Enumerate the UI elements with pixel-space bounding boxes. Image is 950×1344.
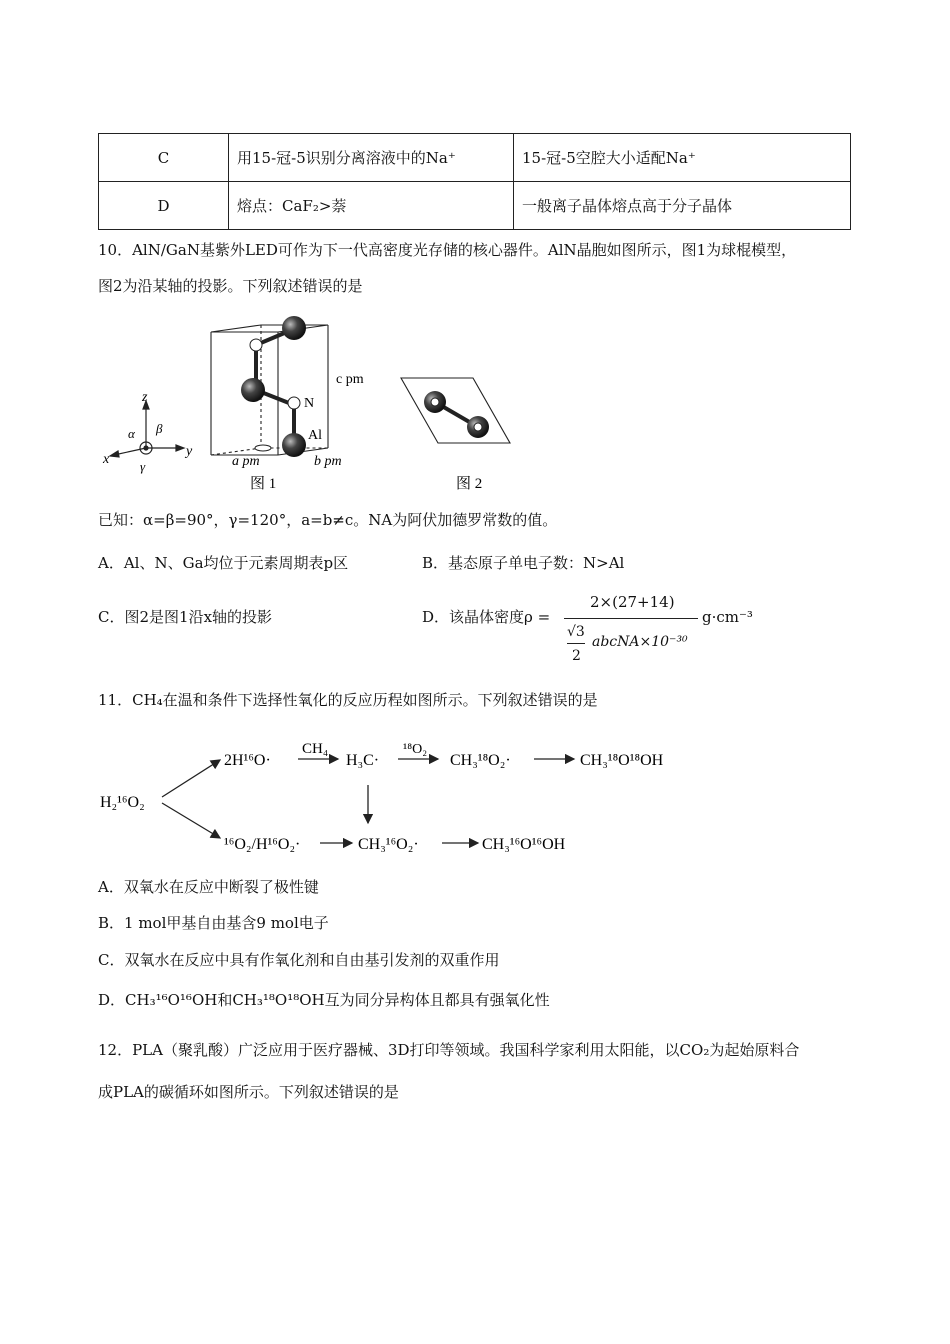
q11-option-b: B．1 mol甲基自由基含9 mol电子	[98, 914, 329, 932]
q10-density-numerator: 2×(27+14)	[590, 593, 675, 611]
row-left: 熔点：CaF₂>萘	[229, 182, 514, 230]
arrows-icon	[162, 759, 574, 843]
al-atom-icon	[282, 433, 306, 457]
beta-label: β	[156, 421, 163, 436]
table-row	[99, 182, 851, 230]
scheme-top4: CH₃¹⁸O¹⁸OH	[580, 752, 664, 769]
aln-cell-figure	[98, 305, 538, 500]
axis-x-label: x	[103, 452, 110, 467]
sub-fraction-bar	[567, 643, 585, 644]
q10-stem-line1: 10．AlN/GaN基紫外LED可作为下一代高密度光存储的核心器件。AlN晶胞如图所示，图1为球棍模型，	[98, 241, 797, 259]
n-label: N	[304, 396, 315, 411]
scheme-top-arrow2-label: ¹⁸O₂	[403, 742, 428, 757]
gamma-label: γ	[140, 459, 146, 474]
scheme-top-arrow-label: CH₄	[302, 741, 329, 757]
n-atom-icon	[250, 339, 262, 351]
b-pm-label: b pm	[314, 454, 342, 469]
fig2-caption: 图 2	[456, 476, 483, 492]
row-right: 一般离子晶体熔点高于分子晶体	[514, 182, 851, 230]
axis-y-label: y	[186, 444, 193, 459]
scheme-top3: CH₃¹⁸O₂·	[450, 752, 511, 769]
scheme-top1: 2H¹⁶O·	[224, 752, 271, 769]
q10-option-a: A．Al、N、Ga均位于元素周期表p区	[98, 554, 349, 572]
n-atom-icon	[288, 397, 300, 409]
q10-option-c: C．图2是图1沿x轴的投影	[98, 608, 273, 626]
row-right: 15-冠-5空腔大小适配Na⁺	[514, 134, 851, 182]
projection-icon	[401, 378, 510, 443]
q10-known: 已知：α=β=90°，γ=120°，a=b≠c。NA为阿伏加德罗常数的值。	[98, 511, 558, 529]
c-pm-label: c pm	[336, 372, 364, 387]
scheme-bot2: CH₃¹⁶O₂·	[358, 836, 419, 853]
scheme-start: H₂¹⁶O₂	[100, 794, 145, 811]
axes-icon	[110, 401, 184, 457]
row-left: 用15-冠-5识别分离溶液中的Na⁺	[229, 134, 514, 182]
row-label: D	[99, 182, 229, 230]
n-atom-icon	[255, 445, 271, 451]
q10-option-d-prefix: D．该晶体密度ρ =	[422, 608, 551, 626]
q10-option-d	[422, 592, 762, 670]
q10-stem-line2: 图2为沿某轴的投影。下列叙述错误的是	[98, 277, 363, 295]
al-atom-icon	[241, 378, 265, 402]
options-table	[98, 133, 851, 230]
q10-density-unit: g·cm⁻³	[702, 608, 753, 626]
q10-option-b: B．基态原子单电子数：N>Al	[422, 554, 625, 572]
scheme-bot3: CH₃¹⁶O¹⁶OH	[482, 836, 566, 853]
table-row	[99, 134, 851, 182]
q11-option-c: C．双氧水在反应中具有作氧化剂和自由基引发剂的双重作用	[98, 951, 500, 969]
q11-option-a: A．双氧水在反应中断裂了极性键	[98, 878, 319, 896]
q11-option-d: D．CH₃¹⁶O¹⁶OH和CH₃¹⁸O¹⁸OH互为同分异构体且都具有强氧化性	[98, 991, 550, 1009]
q12-stem-line2: 成PLA的碳循环如图所示。下列叙述错误的是	[98, 1083, 399, 1101]
q10-density-denominator: abcNA×10⁻³⁰	[592, 634, 688, 650]
sqrt3-over-2: √3	[567, 624, 585, 640]
reaction-scheme	[98, 735, 698, 860]
q12-stem-line1: 12．PLA（聚乳酸）广泛应用于医疗器械、3D打印等领域。我国科学家利用太阳能，以CO₂为起始原料合	[98, 1041, 800, 1059]
alpha-label: α	[128, 426, 135, 441]
scheme-bot1: ¹⁶O₂/H¹⁶O₂·	[224, 836, 301, 853]
fraction-bar	[564, 618, 698, 619]
al-atom-icon	[282, 316, 306, 340]
axis-z-label: z	[142, 390, 148, 405]
denominator-two: 2	[572, 648, 581, 664]
q11-stem: 11．CH₄在温和条件下选择性氧化的反应历程如图所示。下列叙述错误的是	[98, 691, 598, 709]
scheme-top2: H₃C·	[346, 752, 380, 769]
a-pm-label: a pm	[232, 454, 260, 469]
row-label: C	[99, 134, 229, 182]
al-label: Al	[308, 428, 322, 443]
fig1-caption: 图 1	[250, 476, 277, 492]
